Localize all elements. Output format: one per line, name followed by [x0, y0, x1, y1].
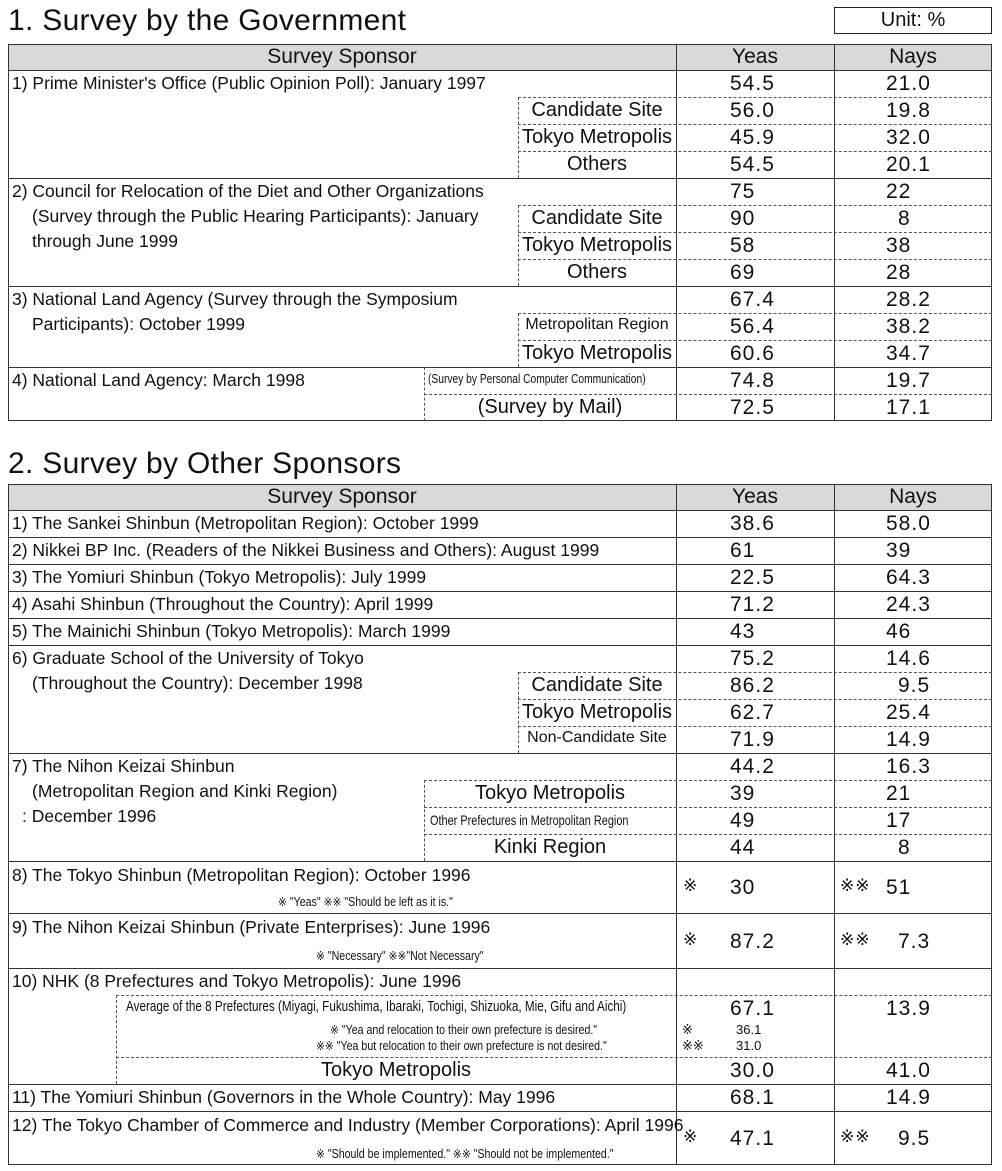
yeas-value: 87.2	[730, 930, 775, 953]
yeas-value: 71.2	[730, 593, 775, 616]
note-text: ※ "Necessary" ※※"Not Necessary"	[316, 949, 484, 963]
nays-value: 34.7	[886, 342, 931, 365]
yeas-value: 56.0	[730, 99, 775, 122]
sub-label: Candidate Site	[531, 207, 663, 229]
nays-value: 38	[886, 234, 912, 257]
row-label: 7) The Nihon Keizai Shinbun	[12, 756, 235, 776]
row-label: 10) NHK (8 Prefectures and Tokyo Metropolis): June 1996	[12, 971, 462, 991]
row-note	[316, 1038, 658, 1053]
note-text: ※ "Should be implemented." ※※ "Should not be implemented."	[316, 1147, 614, 1161]
nays-value: 16.3	[886, 755, 931, 778]
nays-value: 19.8	[886, 99, 931, 122]
sub-divider	[518, 124, 992, 125]
nays-value: 38.2	[886, 315, 931, 338]
row-note	[278, 894, 484, 909]
note-mark: ※	[682, 1022, 693, 1037]
nays-value: 9.5	[898, 674, 931, 697]
row-divider	[8, 1084, 992, 1085]
row-label: (Throughout the Country): December 1998	[32, 673, 363, 693]
sub-divider	[424, 780, 425, 861]
yeas-mark: ※	[683, 876, 699, 895]
sub-divider	[518, 340, 992, 341]
nays-value: 32.0	[886, 126, 931, 149]
header-nays: Nays	[889, 485, 937, 508]
sub-divider	[116, 995, 117, 1084]
sub-label: Others	[566, 261, 628, 283]
row-label: 3) National Land Agency (Survey through the Symposium	[12, 289, 458, 309]
yeas-value: 54.5	[730, 72, 775, 95]
yeas-value: 61	[730, 539, 756, 562]
row-label: through June 1999	[32, 231, 178, 251]
yeas-value: 62.7	[730, 701, 775, 724]
row-divider	[8, 753, 992, 754]
nays-value: 20.1	[886, 153, 931, 176]
sub-divider	[424, 394, 992, 395]
sub-label-text: (Survey by Personal Computer Communication)	[428, 372, 646, 386]
yeas-value: 43	[730, 620, 756, 643]
yeas-value: 72.5	[730, 396, 775, 419]
header-yeas: Yeas	[732, 485, 778, 508]
sub-label: Non-Candidate Site	[527, 729, 667, 746]
yeas-value: 45.9	[730, 126, 775, 149]
row-label: Participants): October 1999	[32, 314, 246, 334]
note-value: 36.1	[736, 1022, 762, 1037]
row-label: (Metropolitan Region and Kinki Region)	[32, 781, 338, 801]
row-divider	[8, 645, 992, 646]
sub-divider	[424, 780, 992, 781]
sub-label: Tokyo Metropolis	[474, 782, 626, 804]
nays-value: 8	[898, 836, 911, 859]
yeas-value: 74.8	[730, 369, 775, 392]
nays-value: 25.4	[886, 701, 931, 724]
nays-value: 9.5	[898, 1127, 931, 1150]
sub-label: Tokyo Metropolis	[521, 342, 673, 364]
yeas-value: 49	[730, 809, 756, 832]
sub-divider	[518, 259, 992, 260]
sub-label: Candidate Site	[531, 674, 663, 696]
row-label: 4) Asahi Shinbun (Throughout the Country): April 1999	[12, 594, 434, 614]
sub-divider	[424, 367, 425, 421]
header-sponsor: Survey Sponsor	[267, 45, 417, 68]
yeas-value: 47.1	[730, 1127, 775, 1150]
row-label: 3) The Yomiuri Shinbun (Tokyo Metropolis): July 1999	[12, 567, 427, 587]
note-mark: ※※	[682, 1038, 704, 1053]
sub-label: Tokyo Metropolis	[320, 1059, 472, 1081]
sub-label	[428, 372, 674, 386]
yeas-value: 54.5	[730, 153, 775, 176]
section1-title: 1. Survey by the Government	[8, 4, 407, 37]
yeas-value: 69	[730, 261, 756, 284]
nays-value: 51	[886, 876, 912, 899]
header-yeas: Yeas	[732, 45, 778, 68]
sub-divider	[424, 807, 992, 808]
row-note	[330, 1022, 644, 1037]
sub-divider	[116, 1057, 992, 1058]
sub-label-text: Average of the 8 Prefectures (Miyagi, Fukushima, Ibaraki, Tochigi, Shizuoka, Mie, Gifu and Aichi)	[126, 998, 627, 1015]
row-label: (Survey through the Public Hearing Participants): January	[32, 206, 479, 226]
note-value: 31.0	[736, 1038, 762, 1053]
yeas-value: 22.5	[730, 566, 775, 589]
nays-value: 21.0	[886, 72, 931, 95]
row-divider	[8, 70, 992, 71]
yeas-value: 44.2	[730, 755, 775, 778]
sub-divider	[518, 726, 992, 727]
row-label: : December 1996	[22, 806, 157, 826]
sub-label: Tokyo Metropolis	[521, 701, 673, 723]
yeas-value: 67.4	[730, 288, 775, 311]
sub-label	[430, 812, 674, 828]
sub-divider	[518, 699, 992, 700]
sub-label: Tokyo Metropolis	[521, 126, 673, 148]
sub-divider	[518, 672, 992, 673]
sub-divider	[518, 205, 992, 206]
row-divider	[8, 367, 992, 368]
row-divider	[8, 178, 992, 179]
yeas-value: 38.6	[730, 512, 775, 535]
col-divider	[676, 484, 677, 1165]
row-divider	[8, 537, 992, 538]
yeas-mark: ※	[683, 930, 699, 949]
nays-value: 8	[898, 207, 911, 230]
nays-value: 14.9	[886, 1086, 931, 1109]
header-nays: Nays	[889, 45, 937, 68]
row-divider	[8, 618, 992, 619]
nays-value: 64.3	[886, 566, 931, 589]
row-label: 1) Prime Minister's Office (Public Opinion Poll): January 1997	[12, 73, 486, 93]
nays-value: 28.2	[886, 288, 931, 311]
row-label: 9) The Nihon Keizai Shinbun (Private Enterprises): June 1996	[12, 917, 491, 937]
sub-divider	[518, 672, 519, 753]
yeas-value: 30.0	[730, 1059, 775, 1082]
row-divider	[8, 564, 992, 565]
sub-label	[126, 998, 674, 1015]
nays-value: 24.3	[886, 593, 931, 616]
yeas-value: 68.1	[730, 1086, 775, 1109]
row-divider	[8, 968, 992, 969]
unit-label: Unit: %	[834, 7, 992, 34]
nays-value: 58.0	[886, 512, 931, 535]
sub-label: (Survey by Mail)	[477, 396, 623, 418]
yeas-value: 75.2	[730, 647, 775, 670]
row-label: 2) Council for Relocation of the Diet and Other Organizations	[12, 181, 484, 201]
nays-value: 7.3	[898, 930, 931, 953]
note-text: ※ "Yeas" ※※ "Should be left as it is."	[278, 895, 453, 909]
yeas-mark: ※	[683, 1127, 699, 1146]
nays-value: 17	[886, 809, 912, 832]
row-label: 6) Graduate School of the University of Tokyo	[12, 648, 364, 668]
row-label: 4) National Land Agency: March 1998	[12, 370, 305, 390]
note-text: ※※ "Yea but relocation to their own prefecture is not desired."	[316, 1039, 607, 1053]
yeas-value: 86.2	[730, 674, 775, 697]
sub-label-text: Other Prefectures in Metropolitan Region	[430, 812, 629, 828]
nays-value: 14.9	[886, 728, 931, 751]
header-sponsor: Survey Sponsor	[267, 485, 417, 508]
row-divider	[8, 861, 992, 862]
row-divider	[8, 510, 992, 511]
row-label: 8) The Tokyo Shinbun (Metropolitan Region): October 1996	[12, 865, 471, 885]
yeas-value: 30	[730, 876, 756, 899]
yeas-value: 71.9	[730, 728, 775, 751]
note-text: ※ "Yea and relocation to their own prefecture is desired."	[330, 1023, 598, 1037]
sub-divider	[518, 313, 519, 367]
yeas-value: 90	[730, 207, 756, 230]
sub-divider	[518, 205, 519, 286]
nays-value: 28	[886, 261, 912, 284]
nays-mark: ※※	[840, 1127, 871, 1146]
nays-value: 22	[886, 180, 912, 203]
sub-divider	[116, 995, 992, 996]
row-label: 2) Nikkei BP Inc. (Readers of the Nikkei Business and Others): August 1999	[12, 540, 600, 560]
row-label: 12) The Tokyo Chamber of Commerce and Industry (Member Corporations): April 1996	[12, 1115, 684, 1135]
row-divider	[8, 286, 992, 287]
row-label: 1) The Sankei Shinbun (Metropolitan Region): October 1999	[12, 513, 479, 533]
nays-mark: ※※	[840, 930, 871, 949]
row-divider	[8, 913, 992, 914]
nays-value: 14.6	[886, 647, 931, 670]
sub-label: Candidate Site	[531, 99, 663, 121]
yeas-value: 67.1	[730, 997, 775, 1020]
row-note	[316, 1146, 666, 1161]
sub-divider	[518, 97, 992, 98]
sub-label: Tokyo Metropolis	[521, 234, 673, 256]
row-label: 5) The Mainichi Shinbun (Tokyo Metropolis): March 1999	[12, 621, 451, 641]
yeas-value: 75	[730, 180, 756, 203]
nays-mark: ※※	[840, 876, 871, 895]
col-divider	[834, 484, 835, 1165]
yeas-value: 44	[730, 836, 756, 859]
nays-value: 19.7	[886, 369, 931, 392]
nays-value: 39	[886, 539, 912, 562]
nays-value: 17.1	[886, 396, 931, 419]
sub-divider	[518, 313, 992, 314]
sub-label: Others	[566, 153, 628, 175]
sub-divider	[518, 151, 992, 152]
nays-value: 13.9	[886, 997, 931, 1020]
row-divider	[8, 1111, 992, 1112]
sub-label: Kinki Region	[493, 836, 607, 858]
yeas-value: 56.4	[730, 315, 775, 338]
row-divider	[8, 591, 992, 592]
row-note	[316, 948, 513, 963]
sub-label: Metropolitan Region	[525, 316, 669, 333]
yeas-value: 60.6	[730, 342, 775, 365]
nays-value: 41.0	[886, 1059, 931, 1082]
section2-title: 2. Survey by Other Sponsors	[8, 447, 402, 480]
nays-value: 46	[886, 620, 912, 643]
yeas-value: 58	[730, 234, 756, 257]
nays-value: 21	[886, 782, 912, 805]
sub-divider	[424, 834, 992, 835]
row-label: 11) The Yomiuri Shinbun (Governors in the Whole Country): May 1996	[12, 1087, 556, 1107]
sub-divider	[518, 232, 992, 233]
sub-divider	[518, 97, 519, 178]
yeas-value: 39	[730, 782, 756, 805]
